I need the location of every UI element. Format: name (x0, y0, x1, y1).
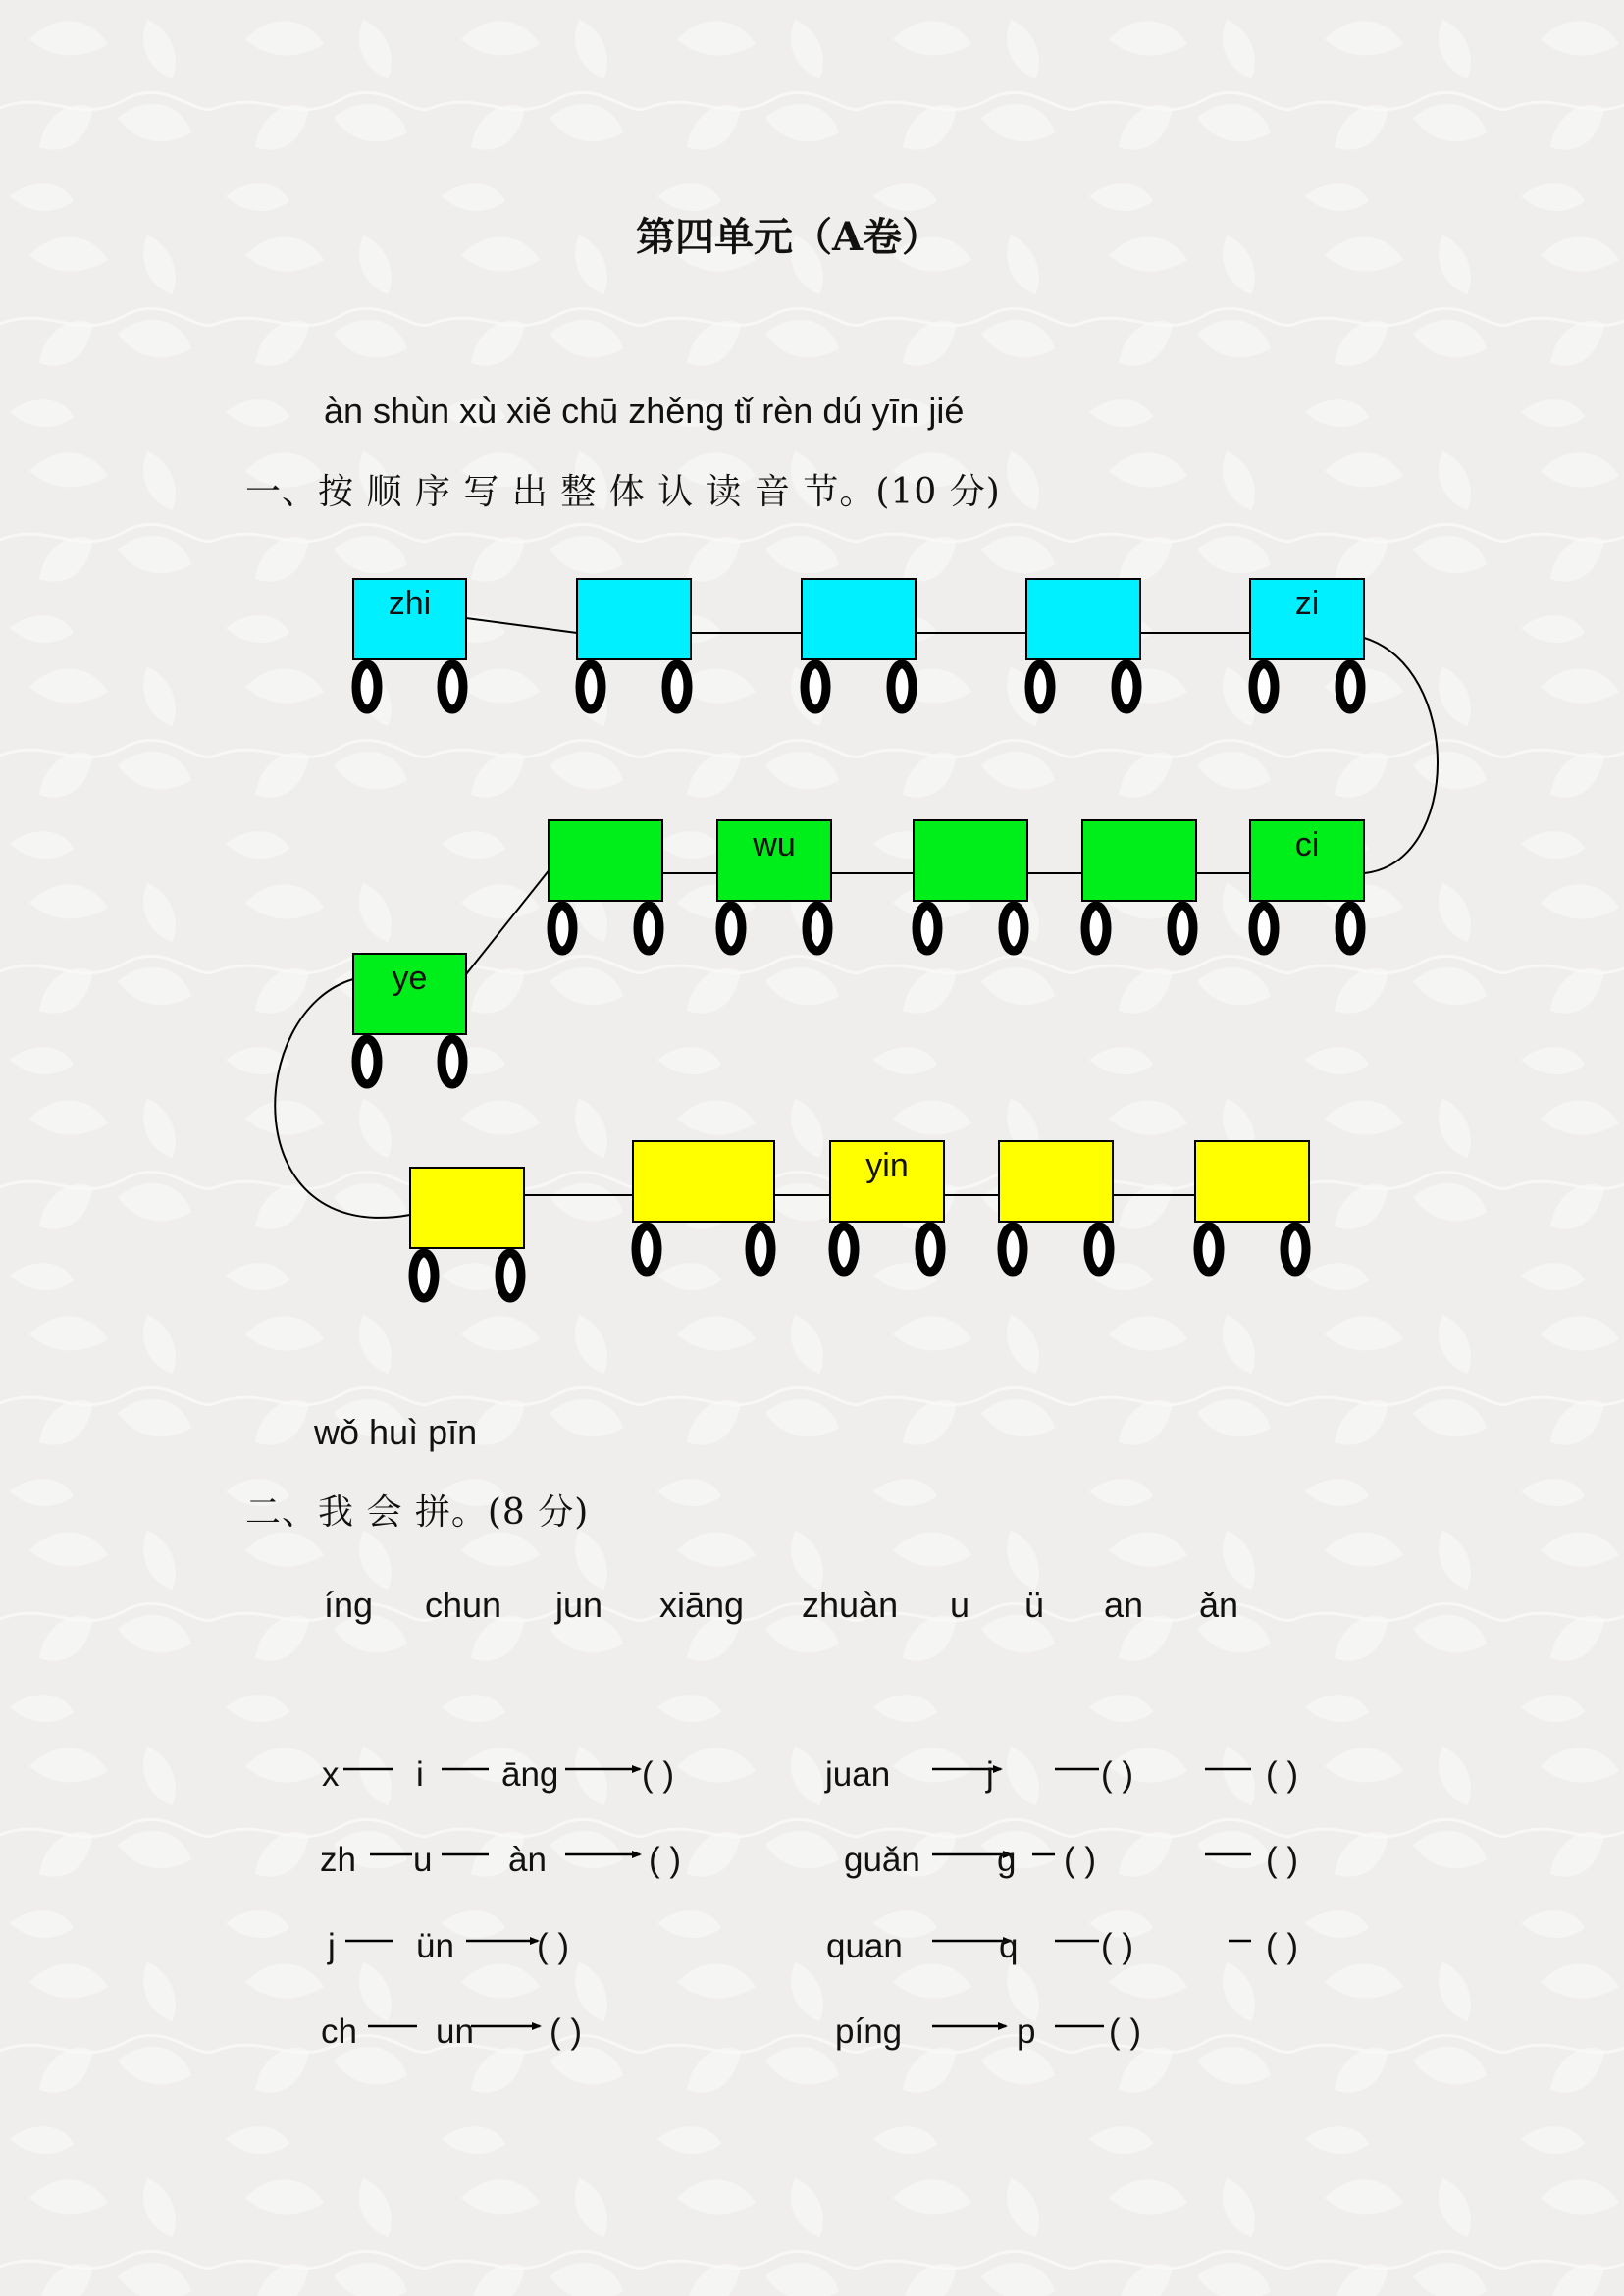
answer-blank[interactable]: ( ) (1266, 1841, 1299, 1879)
answer-blank[interactable]: ( ) (1266, 1927, 1299, 1965)
answer-blank[interactable]: ( ) (1101, 1927, 1134, 1965)
page-title: 第四单元（A卷） (636, 214, 942, 260)
section1-heading: 一、按 顺 序 写 出 整 体 认 读 音 节。(10 分) (245, 472, 1001, 512)
train-car-label: yin (865, 1147, 909, 1184)
train-car-label: wu (753, 826, 796, 863)
row2-right-initial: g (997, 1841, 1017, 1879)
word-bank-item: ǎn (1199, 1585, 1239, 1625)
row4-right-word: píng (835, 2012, 903, 2051)
answer-blank[interactable]: ( ) (649, 1841, 682, 1879)
word-bank-item: ü (1024, 1585, 1045, 1625)
row4-left-part: ch (321, 2012, 357, 2051)
answer-blank[interactable]: ( ) (1266, 1755, 1299, 1794)
train-car-label: ci (1294, 826, 1320, 863)
word-bank-item: xiāng (659, 1585, 745, 1625)
word-bank-item: chun (425, 1585, 502, 1625)
row2-left-part: zh (320, 1841, 356, 1879)
row1-left-part: x (322, 1755, 340, 1794)
word-bank-item: zhuàn (802, 1585, 899, 1625)
row1-left-part: i (416, 1755, 424, 1794)
answer-blank[interactable]: ( ) (1064, 1841, 1097, 1879)
section2-heading: 二、我 会 拼。(8 分) (245, 1492, 590, 1533)
section1-pinyin: àn shùn xù xiě chū zhěng tǐ rèn dú yīn jié (324, 391, 965, 431)
answer-blank[interactable]: ( ) (1109, 2012, 1142, 2051)
train-car-label: zi (1294, 585, 1320, 622)
row1-right-initial: j (986, 1755, 994, 1794)
row2-left-part: àn (508, 1841, 547, 1879)
row4-left-part: un (436, 2012, 474, 2051)
row3-left-part: ün (416, 1927, 454, 1965)
answer-blank[interactable]: ( ) (642, 1755, 675, 1794)
section2-pinyin: wǒ huì pīn (314, 1412, 478, 1452)
row1-right-word: juan (825, 1755, 891, 1794)
row3-right-word: quan (826, 1927, 903, 1965)
word-bank-item: jun (555, 1585, 603, 1625)
row2-left-part: u (413, 1841, 433, 1879)
answer-blank[interactable]: ( ) (1101, 1755, 1134, 1794)
train-car-label: zhi (388, 585, 432, 622)
word-bank-item: íng (324, 1585, 374, 1625)
row3-left-part: j (328, 1927, 336, 1965)
answer-blank[interactable]: ( ) (537, 1927, 570, 1965)
word-bank-item: an (1104, 1585, 1144, 1625)
word-bank-item: u (950, 1585, 970, 1625)
row1-left-part: āng (501, 1755, 559, 1794)
answer-blank[interactable]: ( ) (550, 2012, 583, 2051)
row2-right-word: guǎn (844, 1841, 920, 1879)
row3-right-initial: q (999, 1927, 1019, 1965)
train-car-label: ye (392, 960, 428, 997)
row4-right-initial: p (1017, 2012, 1036, 2051)
